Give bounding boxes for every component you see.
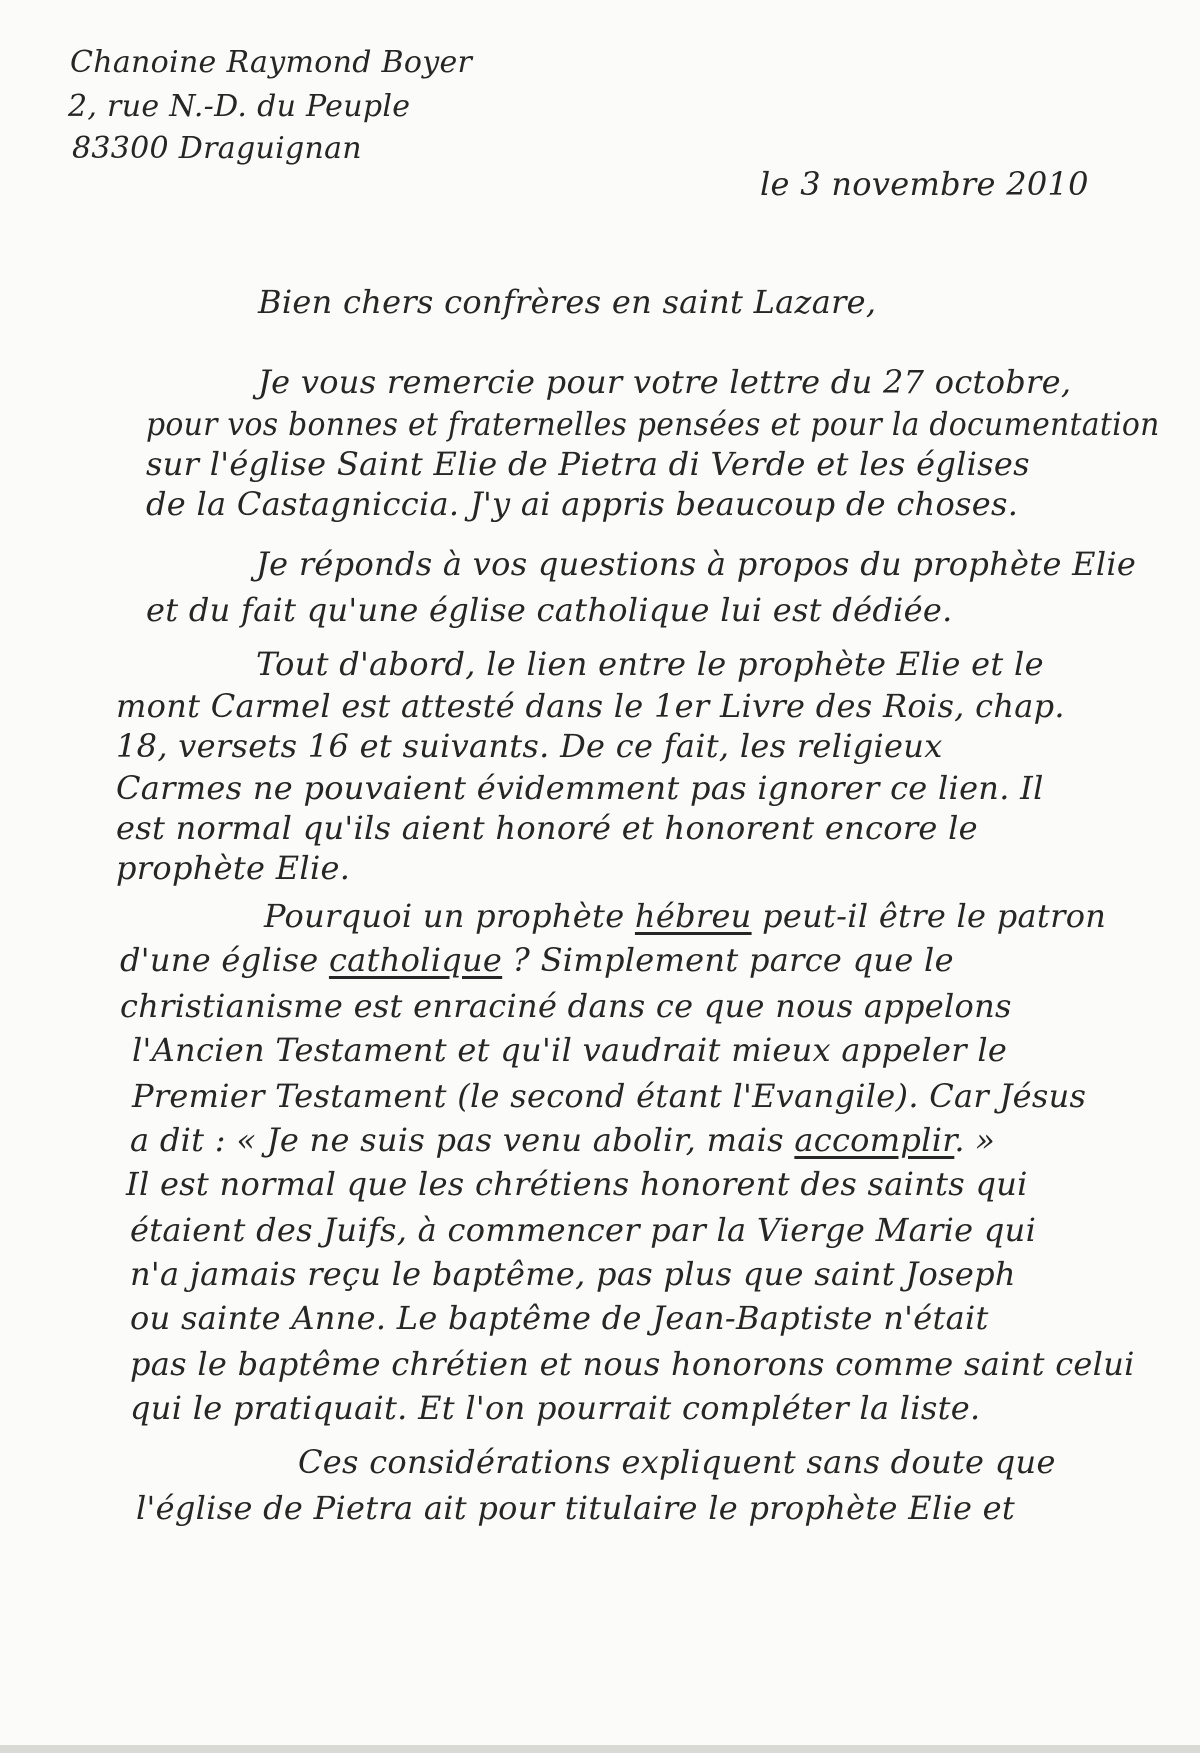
paragraph-4-line-4: l'Ancien Testament et qu'il vaudrait mieux appeler le bbox=[132, 1031, 1008, 1069]
p4-line-1-end: peut-il être le patron bbox=[751, 897, 1107, 935]
paragraph-4-line-8: étaient des Juifs, à commencer par la Vierge Marie qui bbox=[130, 1211, 1037, 1249]
paragraph-4-line-5: Premier Testament (le second étant l'Evangile). Car Jésus bbox=[132, 1077, 1087, 1115]
paragraph-4-line-7: Il est normal que les chrétiens honorent des saints qui bbox=[126, 1165, 1028, 1203]
paragraph-4-line-3: christianisme est enraciné dans ce que nous appelons bbox=[120, 987, 1012, 1025]
paragraph-1-line-4: de la Castagniccia. J'y ai appris beaucoup de choses. bbox=[146, 485, 1019, 523]
sender-street: 2, rue N.-D. du Peuple bbox=[68, 89, 411, 124]
paragraph-4-line-11: pas le baptême chrétien et nous honorons comme saint celui bbox=[130, 1345, 1135, 1383]
paragraph-4-line-12: qui le pratiquait. Et l'on pourrait compléter la liste. bbox=[130, 1389, 981, 1427]
paragraph-3-line-3: 18, versets 16 et suivants. De ce fait, les religieux bbox=[116, 727, 943, 765]
paragraph-4-line-6 bbox=[130, 1121, 996, 1159]
paragraph-4-line-10: ou sainte Anne. Le baptême de Jean-Baptiste n'était bbox=[130, 1299, 989, 1337]
paragraph-5-line-2: l'église de Pietra ait pour titulaire le prophète Elie et bbox=[136, 1489, 1016, 1527]
paragraph-3-line-6: prophète Elie. bbox=[116, 849, 351, 887]
p4-line-6-start: a dit : « Je ne suis pas venu abolir, mais bbox=[130, 1121, 795, 1159]
paragraph-4-line-1 bbox=[264, 897, 1107, 935]
p4-line-1-start: Pourquoi un prophète bbox=[264, 897, 635, 935]
paragraph-3-line-5: est normal qu'ils aient honoré et honorent encore le bbox=[116, 809, 978, 847]
paragraph-1-line-3: sur l'église Saint Elie de Pietra di Verde et les églises bbox=[146, 445, 1030, 483]
p4-line-6-end: . » bbox=[954, 1121, 996, 1159]
underlined-word-catholique: catholique bbox=[328, 941, 503, 979]
paragraph-1-line-2: pour vos bonnes et fraternelles pensées et pour la documentation bbox=[146, 405, 1160, 443]
salutation: Bien chers confrères en saint Lazare, bbox=[258, 283, 877, 321]
paragraph-5-line-1: Ces considérations expliquent sans doute que bbox=[298, 1443, 1056, 1481]
paragraph-4-line-2 bbox=[120, 941, 954, 979]
letter-date: le 3 novembre 2010 bbox=[760, 165, 1089, 203]
paragraph-2-line-1: Je réponds à vos questions à propos du prophète Elie bbox=[256, 545, 1137, 583]
sender-city: 83300 Draguignan bbox=[72, 131, 362, 166]
underlined-word-hebreu: hébreu bbox=[634, 897, 752, 935]
underlined-word-accomplir: accomplir bbox=[794, 1121, 955, 1159]
paragraph-4-line-9: n'a jamais reçu le baptême, pas plus que saint Joseph bbox=[130, 1255, 1016, 1293]
paragraph-3-line-1: Tout d'abord, le lien entre le prophète Elie et le bbox=[256, 645, 1044, 683]
p4-line-2-start: d'une église bbox=[120, 941, 329, 979]
paragraph-3-line-2: mont Carmel est attesté dans le 1er Livre des Rois, chap. bbox=[116, 687, 1065, 725]
paragraph-3-line-4: Carmes ne pouvaient évidemment pas ignorer ce lien. Il bbox=[116, 769, 1044, 807]
page-bottom-edge bbox=[0, 1745, 1200, 1753]
paragraph-2-line-2: et du fait qu'une église catholique lui est dédiée. bbox=[146, 591, 953, 629]
paragraph-1-line-1: Je vous remercie pour votre lettre du 27 octobre, bbox=[258, 363, 1072, 401]
p4-line-2-end: ? Simplement parce que le bbox=[502, 941, 954, 979]
sender-name: Chanoine Raymond Boyer bbox=[70, 45, 473, 80]
